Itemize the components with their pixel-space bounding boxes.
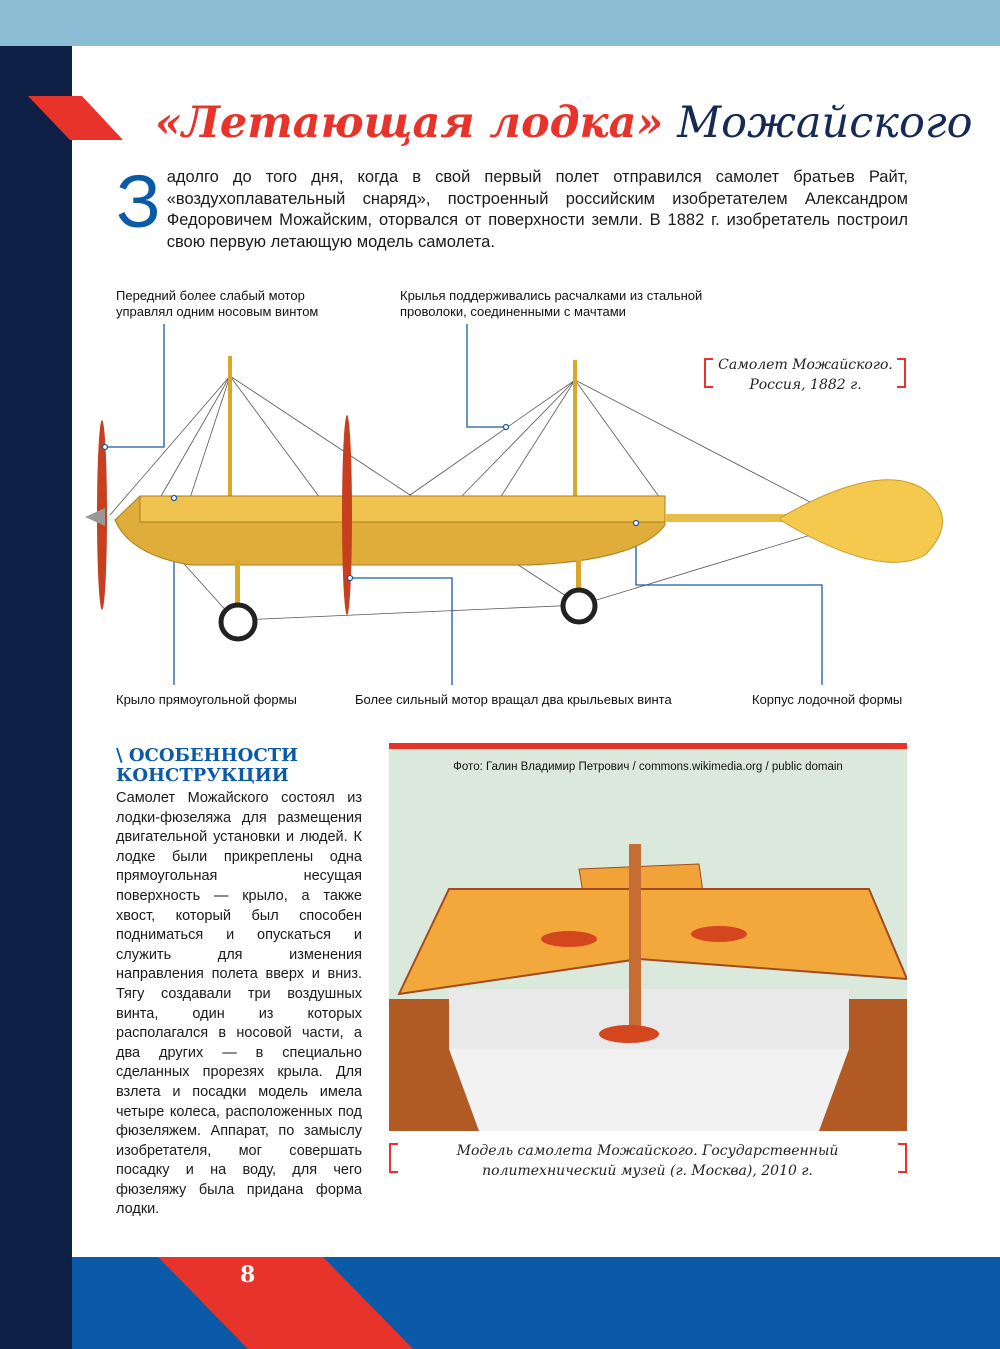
section-text: Самолет Можайского состоял из лодки-фюзеляжа для размещения двигательной установки и людей. К лодке были прикреплены одна прямоугольная несущая поверхность — крыло, а также хвост, который был способен подниматься и опускаться и служить для изменения направления полета вверх и вниз. Тягу создавали три воздушных винта, один из которых располагался в носовой части, а два других — в специально сделанных прорезях крыла. Для взлета и посадки модель имела четыре колеса, расположенных под фюзеляжем. Аппарат, по замыслу изобретателя, мог совершать посадку и на воду, для чего фюзеляжу была придана форма лодки. [116,790,362,1218]
drop-cap: З [116,160,161,243]
wheel-front [221,605,255,639]
title-red-accent [28,96,123,140]
left-band [0,46,72,1349]
plane-diagram [80,320,960,690]
model-photo [389,743,907,1131]
page-title [155,98,972,148]
diagram-caption: Самолет Можайского. Россия, 1882 г. [718,357,893,393]
intro-text: адолго до того дня, когда в свой первый полет отправился самолет братьев Райт, «воздухоплавательный снаряд», построенный российским изобретателем Александром Федоровичем Можайским, оторвался от поверхности земли. В 1882 г. изобретатель построил свою первую летающую модель самолета. [166,168,908,251]
photo-caption: Модель самолета Можайского. Государственный политехнический музей (г. Москва), 2010 г. [456,1143,839,1179]
model-photo-image [389,749,907,1131]
intro-paragraph [116,160,908,253]
label-wires: Крылья поддерживались расчалками из стальной проволоки, соединенными с мачтами [400,288,703,319]
label-strong-motor: Более сильный мотор вращал два крыльевых винта [355,692,672,707]
label-hull: Корпус лодочной формы [752,692,903,707]
page-number: 8 [240,1262,256,1288]
title-part-2: Можайского [677,98,973,148]
photo-caption-bracket-left [389,1143,398,1173]
title-part-1: «Летающая лодка» [155,98,664,148]
photo-credit: Фото: Галин Владимир Петрович / commons.wikimedia.org / public domain [453,761,843,773]
label-wing: Крыло прямоугольной формы [116,692,297,707]
photo-caption-bracket-right [898,1143,907,1173]
wheel-rear [563,590,595,622]
label-front-motor: Передний более слабый мотор управлял одним носовым винтом [116,288,319,319]
top-band [0,0,1000,46]
section-heading: \ ОСОБЕННОСТИ КОНСТРУКЦИИ [116,745,299,786]
bottom-red-accent [158,1257,413,1349]
